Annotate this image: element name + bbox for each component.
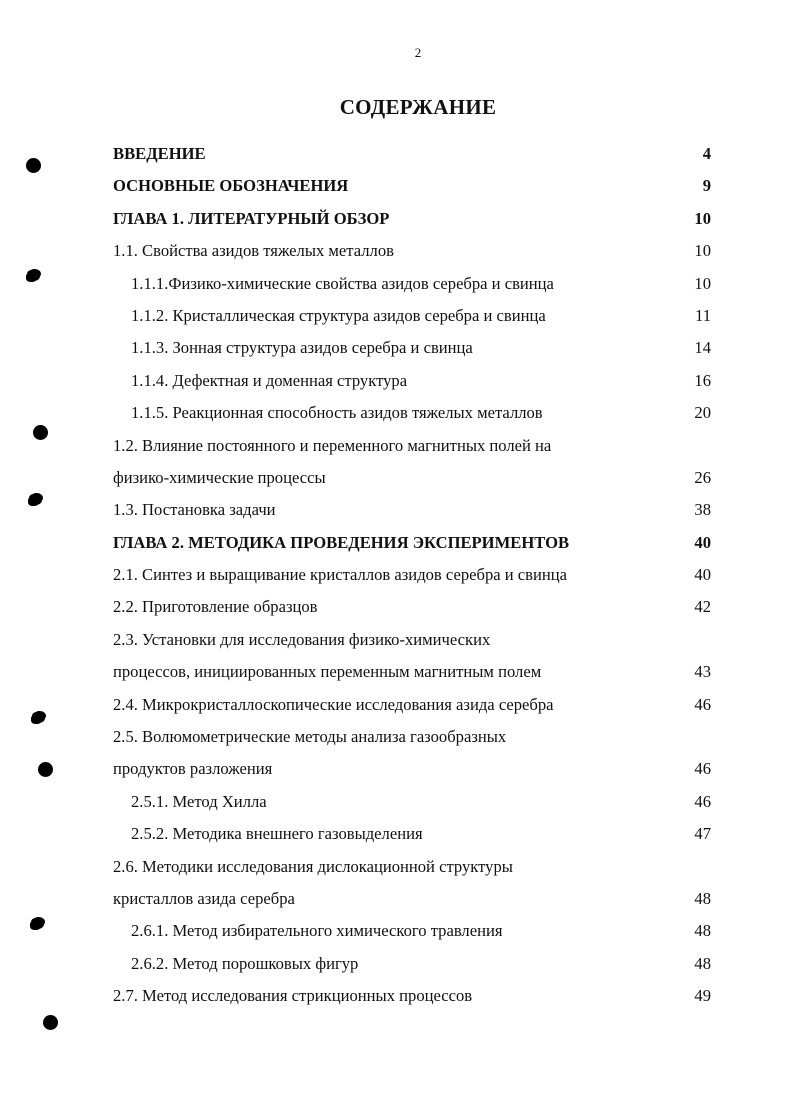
toc-entry-title: 2.7. Метод исследования стрикционных процессов bbox=[113, 986, 473, 1006]
toc-entry bbox=[0, 853, 797, 885]
toc-entry-title: 2.4. Микрокристаллоскопические исследования азида серебра bbox=[113, 694, 554, 714]
toc-entry-page: 40 bbox=[694, 532, 711, 552]
toc-entry-page: 38 bbox=[694, 500, 711, 520]
toc-entry-page: 14 bbox=[694, 338, 711, 358]
toc-entry-page: 47 bbox=[694, 824, 711, 844]
toc-entry-page: 11 bbox=[695, 305, 711, 325]
toc-entry-page: 46 bbox=[694, 759, 711, 779]
toc-entry bbox=[0, 820, 797, 852]
toc-entry-page: 46 bbox=[694, 791, 711, 811]
toc-entry-title: 1.2. Влияние постоянного и переменного магнитных полей на bbox=[113, 435, 552, 455]
toc-entry bbox=[0, 691, 797, 723]
toc-entry bbox=[0, 140, 797, 172]
toc-entry bbox=[0, 302, 797, 334]
toc-entry-title: 2.5. Волюмометрические методы анализа газообразных bbox=[113, 727, 507, 747]
toc-entry bbox=[0, 755, 797, 787]
toc-entry bbox=[0, 205, 797, 237]
scan-artifact-mark bbox=[32, 712, 45, 723]
toc-entry-page: 48 bbox=[694, 953, 711, 973]
toc-entry-title: 1.3. Постановка задачи bbox=[113, 500, 276, 520]
toc-entry bbox=[0, 982, 797, 1014]
binder-hole-mark bbox=[43, 1015, 58, 1030]
toc-entry bbox=[0, 723, 797, 755]
toc-entry bbox=[0, 367, 797, 399]
toc-entry-page: 10 bbox=[694, 273, 711, 293]
toc-entry-page: 43 bbox=[694, 662, 711, 682]
toc-entry-page: 16 bbox=[694, 370, 711, 390]
scan-artifact-mark bbox=[29, 494, 42, 505]
binder-hole-mark bbox=[33, 425, 48, 440]
toc-entry-title: ВВЕДЕНИЕ bbox=[113, 144, 206, 163]
toc-entry bbox=[0, 334, 797, 366]
toc-entry-title: 1.1.5. Реакционная способность азидов тяжелых металлов bbox=[131, 403, 543, 423]
toc-entry-page: 42 bbox=[694, 597, 711, 617]
toc-entry-page: 9 bbox=[702, 176, 711, 196]
toc-entry bbox=[0, 593, 797, 625]
toc-entry-title: 1.1.4. Дефектная и доменная структура bbox=[131, 370, 408, 390]
binder-hole-mark bbox=[26, 158, 41, 173]
toc-entry-title: физико-химические процессы bbox=[113, 467, 326, 487]
table-of-contents bbox=[0, 140, 797, 1015]
toc-entry-title: 1.1. Свойства азидов тяжелых металлов bbox=[113, 241, 394, 261]
toc-entry bbox=[0, 917, 797, 949]
toc-entry-title: 1.1.2. Кристаллическая структура азидов серебра и свинца bbox=[131, 305, 546, 325]
toc-entry-title: 2.6.2. Метод порошковых фигур bbox=[131, 953, 359, 973]
toc-entry-title: процессов, инициированных переменным магнитным полем bbox=[113, 662, 542, 682]
scan-artifact-mark bbox=[27, 270, 40, 281]
toc-entry-title: кристаллов азида серебра bbox=[113, 888, 295, 908]
toc-entry-title: ОСНОВНЫЕ ОБОЗНАЧЕНИЯ bbox=[113, 176, 349, 196]
toc-entry bbox=[0, 237, 797, 269]
toc-entry bbox=[0, 658, 797, 690]
toc-entry bbox=[0, 464, 797, 496]
toc-entry bbox=[0, 496, 797, 528]
toc-entry bbox=[0, 270, 797, 302]
toc-entry-title: 2.5.1. Метод Хилла bbox=[131, 791, 267, 811]
toc-entry bbox=[0, 885, 797, 917]
toc-entry-page: 48 bbox=[694, 921, 711, 941]
toc-entry-title: 2.6.1. Метод избирательного химического травления bbox=[131, 921, 503, 941]
toc-entry-page: 10 bbox=[694, 208, 711, 228]
scan-artifact-mark bbox=[31, 918, 44, 929]
toc-entry bbox=[0, 950, 797, 982]
page-number: 2 bbox=[414, 45, 422, 60]
toc-entry-title: продуктов разложения bbox=[113, 759, 273, 779]
page-title: СОДЕРЖАНИЕ bbox=[339, 95, 497, 119]
toc-entry bbox=[0, 399, 797, 431]
toc-entry bbox=[0, 626, 797, 658]
toc-entry bbox=[0, 172, 797, 204]
toc-entry-page: 46 bbox=[694, 694, 711, 714]
toc-entry-page: 48 bbox=[694, 888, 711, 908]
toc-entry bbox=[0, 529, 797, 561]
toc-entry-page: 49 bbox=[694, 986, 711, 1006]
toc-entry-title: 2.5.2. Методика внешнего газовыделения bbox=[131, 824, 423, 844]
toc-entry-title: ГЛАВА 1. ЛИТЕРАТУРНЫЙ ОБЗОР bbox=[113, 208, 390, 228]
toc-entry-page: 4 bbox=[702, 144, 711, 163]
toc-entry-title: 2.6. Методики исследования дислокационной структуры bbox=[113, 856, 513, 876]
toc-entry bbox=[0, 432, 797, 464]
toc-entry-title: ГЛАВА 2. МЕТОДИКА ПРОВЕДЕНИЯ ЭКСПЕРИМЕНТОВ bbox=[113, 532, 570, 552]
toc-entry-title: 2.1. Синтез и выращивание кристаллов азидов серебра и свинца bbox=[113, 565, 567, 585]
toc-entry-title: 2.2. Приготовление образцов bbox=[113, 597, 318, 617]
binder-hole-mark bbox=[38, 762, 53, 777]
toc-entry-title: 2.3. Установки для исследования физико-химических bbox=[113, 629, 491, 649]
toc-entry-page: 20 bbox=[694, 403, 711, 423]
toc-entry-title: 1.1.3. Зонная структура азидов серебра и свинца bbox=[131, 338, 473, 358]
toc-entry-page: 40 bbox=[694, 565, 711, 585]
toc-entry-page: 26 bbox=[694, 467, 711, 487]
toc-entry-title: 1.1.1.Физико-химические свойства азидов серебра и свинца bbox=[131, 273, 554, 293]
toc-entry-page: 10 bbox=[694, 241, 711, 261]
toc-entry bbox=[0, 788, 797, 820]
toc-entry bbox=[0, 561, 797, 593]
